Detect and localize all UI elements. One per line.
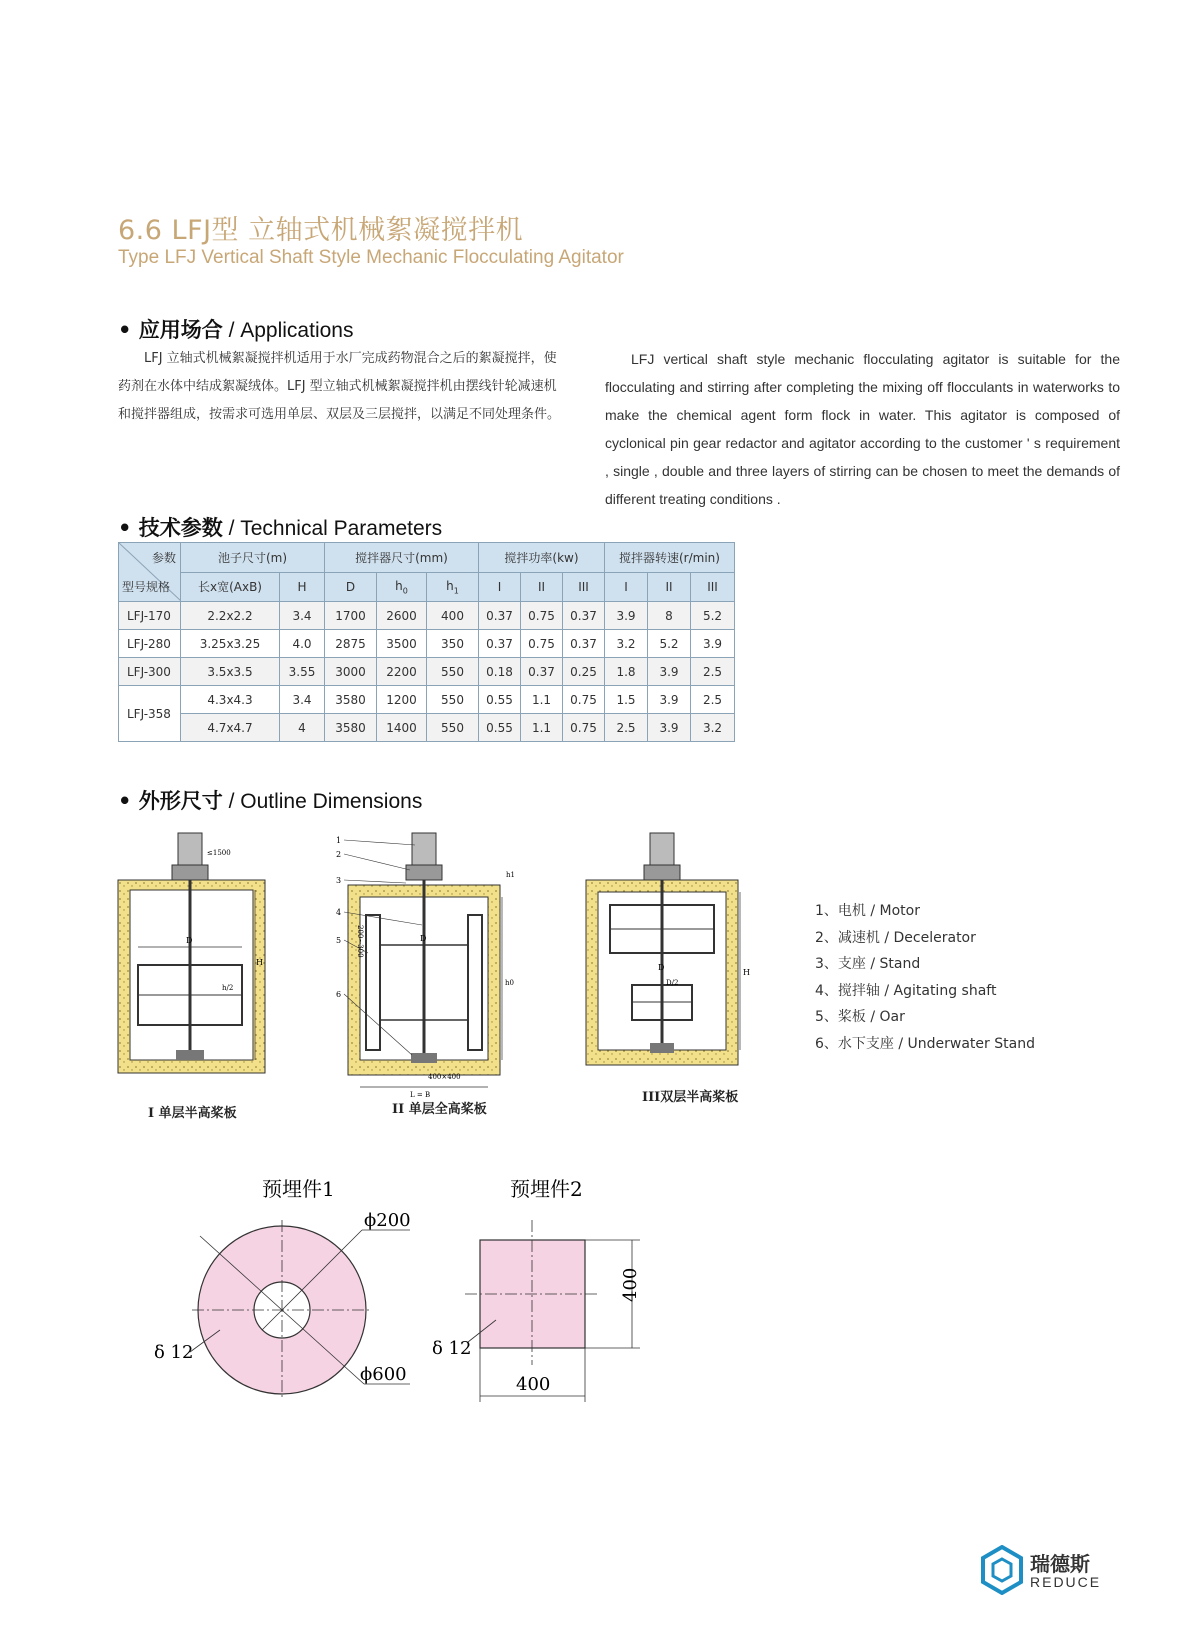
header-speed-2: II — [648, 572, 691, 602]
embed2-height-dim: 400 — [620, 1267, 641, 1302]
embedded-part-1 — [154, 1177, 411, 1400]
label-range: 200~300 — [356, 925, 364, 958]
table-row — [119, 686, 735, 714]
label-base: 400×400 — [428, 1073, 461, 1081]
cell-p2: 0.75 — [521, 602, 563, 630]
cell-s3: 2.5 — [691, 658, 735, 686]
cell-h: 3.55 — [280, 658, 325, 686]
logo-name-cn: 瑞德斯 — [1030, 1552, 1090, 1576]
header-d: D — [325, 572, 377, 602]
applications-text-en: LFJ vertical shaft style mechanic flocculating agitator is suitable for the flocculating and stirring after completing the mixing off flocculants in waterworks to make the chemical agent form flock in water. This agitator is composed of cyclonical pin gear redactor and agitator according to the customer ' s requirement , single , double and three layers of stirring can be chosen to meet the demands of different treating conditions . — [605, 351, 1120, 507]
embed1-inner-dim: ϕ200 — [364, 1210, 411, 1231]
applications-heading-en: / Applications — [222, 319, 354, 342]
cell-p2: 0.75 — [521, 630, 563, 658]
cell-p3: 0.75 — [563, 686, 605, 714]
cell-model: LFJ-280 — [119, 630, 181, 658]
cell-s1: 3.9 — [605, 602, 648, 630]
callout-1: 1 — [336, 836, 342, 845]
corner-model-label: 型号规格 — [122, 580, 171, 594]
cell-h0: 2200 — [377, 658, 427, 686]
header-power-1: I — [479, 572, 521, 602]
header-h1 — [427, 572, 479, 602]
cell-s1: 1.8 — [605, 658, 648, 686]
header-power: 搅拌功率(kw) — [479, 543, 605, 573]
embed1-outer-dim: ϕ600 — [360, 1364, 407, 1385]
embed2-thickness: δ 12 — [432, 1338, 472, 1359]
caption-drawing-3: III双层半高桨板 — [642, 1090, 739, 1105]
cell-s3: 3.2 — [691, 714, 735, 742]
label-h0: h0 — [505, 979, 514, 987]
cell-h: 4 — [280, 714, 325, 742]
table-row — [119, 658, 735, 686]
cell-p1: 0.37 — [479, 630, 521, 658]
callout-3: 3 — [336, 876, 342, 885]
cell-s2: 3.9 — [648, 714, 691, 742]
table-row — [119, 630, 735, 658]
legend-item: 5、桨板 / Oar — [815, 1009, 905, 1025]
embedded-part-2 — [432, 1177, 641, 1402]
label-d-half: D/2 — [666, 979, 679, 987]
cell-h0: 3500 — [377, 630, 427, 658]
cell-s2: 8 — [648, 602, 691, 630]
outline-heading-cn: • 外形尺寸 — [118, 789, 223, 813]
cell-d: 3580 — [325, 686, 377, 714]
cell-d: 3580 — [325, 714, 377, 742]
embed1-title: 预埋件1 — [262, 1177, 335, 1201]
cell-h: 3.4 — [280, 602, 325, 630]
outline-heading-en: / Outline Dimensions — [222, 790, 423, 813]
legend-item: 4、搅拌轴 / Agitating shaft — [815, 982, 997, 999]
technical-heading-en: / Technical Parameters — [222, 517, 443, 540]
header-speed: 搅拌器转速(r/min) — [605, 543, 735, 573]
header-power-2: II — [521, 572, 563, 602]
technical-heading — [118, 512, 442, 542]
embed1-thickness: δ 12 — [154, 1342, 194, 1363]
legend-item: 2、减速机 / Decelerator — [815, 929, 976, 946]
cell-model: LFJ-358 — [119, 686, 181, 742]
header-h0-main: h — [395, 578, 403, 593]
page-title: 6.6 LFJ型 立轴式机械絮凝搅拌机 — [118, 215, 524, 246]
label-l: L = B — [410, 1091, 431, 1099]
cell-h0: 1200 — [377, 686, 427, 714]
cell-s3: 5.2 — [691, 602, 735, 630]
cell-s1: 3.2 — [605, 630, 648, 658]
cell-h1: 550 — [427, 714, 479, 742]
header-h1-sub: 1 — [453, 585, 459, 595]
parts-legend — [815, 898, 1035, 1057]
technical-heading-cn: • 技术参数 — [118, 516, 223, 540]
cell-lxw: 3.25x3.25 — [181, 630, 280, 658]
cell-p2: 1.1 — [521, 714, 563, 742]
cell-h0: 1400 — [377, 714, 427, 742]
applications-heading — [118, 314, 353, 344]
logo-name-en: REDUCE — [1030, 1574, 1102, 1590]
parameters-table — [118, 542, 735, 742]
cell-p1: 0.55 — [479, 714, 521, 742]
callout-6: 6 — [336, 990, 342, 999]
cell-h1: 550 — [427, 658, 479, 686]
cell-s2: 3.9 — [648, 686, 691, 714]
embed2-width-dim: 400 — [516, 1374, 551, 1395]
page-subtitle: Type LFJ Vertical Shaft Style Mechanic Flocculating Agitator — [118, 247, 624, 268]
cell-d: 2875 — [325, 630, 377, 658]
header-agitator: 搅拌器尺寸(mm) — [325, 543, 479, 573]
header-h1-main: h — [446, 578, 454, 593]
cell-model: LFJ-170 — [119, 602, 181, 630]
cell-h1: 400 — [427, 602, 479, 630]
caption-drawing-1: I 单层半高桨板 — [148, 1106, 237, 1121]
label-h: H — [256, 958, 263, 967]
label-d-2: D — [420, 934, 427, 943]
header-lxw: 长x宽(AxB) — [181, 572, 280, 602]
callout-4: 4 — [336, 908, 342, 917]
cell-lxw: 4.7x4.7 — [181, 714, 280, 742]
cell-s2: 5.2 — [648, 630, 691, 658]
cell-lxw: 3.5x3.5 — [181, 658, 280, 686]
cell-lxw: 4.3x4.3 — [181, 686, 280, 714]
cell-s1: 1.5 — [605, 686, 648, 714]
header-speed-1: I — [605, 572, 648, 602]
cell-d: 1700 — [325, 602, 377, 630]
header-speed-3: III — [691, 572, 735, 602]
label-h1: h1 — [506, 871, 515, 879]
label-d-3: D — [658, 963, 665, 972]
cell-p1: 0.55 — [479, 686, 521, 714]
label-d: D — [186, 936, 193, 945]
drawing-single-full-oar — [336, 833, 515, 1099]
cell-h1: 550 — [427, 686, 479, 714]
cell-p2: 0.37 — [521, 658, 563, 686]
legend-item: 3、支座 / Stand — [815, 956, 921, 972]
caption-drawing-2: II 单层全高桨板 — [392, 1102, 487, 1117]
cell-h: 3.4 — [280, 686, 325, 714]
cell-p1: 0.37 — [479, 602, 521, 630]
cell-model: LFJ-300 — [119, 658, 181, 686]
outline-heading — [118, 785, 422, 815]
embed2-title: 预埋件2 — [510, 1177, 583, 1201]
cell-s1: 2.5 — [605, 714, 648, 742]
header-power-3: III — [563, 572, 605, 602]
cell-h: 4.0 — [280, 630, 325, 658]
corner-header-cell — [119, 543, 181, 602]
corner-param-label: 参数 — [151, 551, 176, 565]
cell-h1: 350 — [427, 630, 479, 658]
label-h-3: H — [743, 968, 750, 977]
cell-p2: 1.1 — [521, 686, 563, 714]
table-row — [119, 602, 735, 630]
cell-s3: 2.5 — [691, 686, 735, 714]
cell-h0: 2600 — [377, 602, 427, 630]
callout-5: 5 — [336, 936, 342, 945]
drawing-double-half-oar — [586, 833, 750, 1065]
reduce-logo-icon — [980, 1545, 1024, 1595]
label-h-half: h/2 — [222, 984, 234, 992]
cell-lxw: 2.2x2.2 — [181, 602, 280, 630]
applications-text-cn: LFJ 立轴式机械絮凝搅拌机适用于水厂完成药物混合之后的絮凝搅拌，使药剂在水体中结成絮凝绒体。LFJ 型立轴式机械絮凝搅拌机由摆线针轮减速机和搅拌器组成，按需求可选用单层、双层及三层搅拌，以满足不同处理条件。 — [118, 351, 561, 422]
cell-p3: 0.37 — [563, 602, 605, 630]
embedded-parts-drawing — [140, 1170, 740, 1440]
applications-heading-cn: • 应用场合 — [118, 318, 223, 342]
cell-p3: 0.75 — [563, 714, 605, 742]
label-max: ≤1500 — [207, 849, 231, 857]
cell-p3: 0.25 — [563, 658, 605, 686]
callout-2: 2 — [336, 850, 342, 859]
header-pool: 池子尺寸(m) — [181, 543, 325, 573]
header-h: H — [280, 572, 325, 602]
table-row — [119, 714, 735, 742]
header-h0-sub: 0 — [402, 585, 408, 595]
legend-item: 1、电机 / Motor — [815, 903, 920, 919]
cell-p1: 0.18 — [479, 658, 521, 686]
drawing-single-half-oar — [118, 833, 265, 1073]
cell-p3: 0.37 — [563, 630, 605, 658]
cell-s3: 3.9 — [691, 630, 735, 658]
legend-item: 6、水下支座 / Underwater Stand — [815, 1035, 1035, 1052]
cell-s2: 3.9 — [648, 658, 691, 686]
cell-d: 3000 — [325, 658, 377, 686]
header-h0 — [377, 572, 427, 602]
